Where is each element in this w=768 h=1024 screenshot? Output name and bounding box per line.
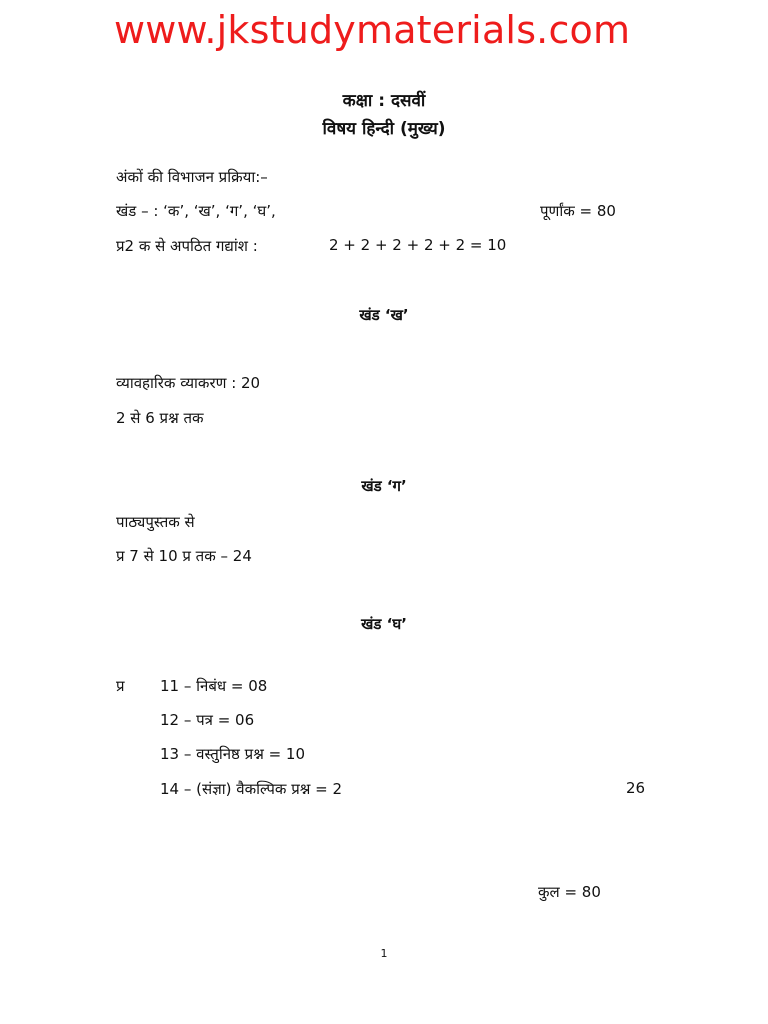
grammar-marks: व्यावहारिक व्याकरण : 20: [116, 374, 261, 392]
q2-label: प्र2 क से अपठित गद्यांश :: [116, 237, 258, 255]
textbook-label: पाठ्यपुस्तक से: [116, 513, 195, 531]
list-item: 12 – पत्र = 06: [160, 711, 255, 729]
total-marks: पूर्णांक = 80: [540, 202, 616, 220]
section-kha-heading: खंड ‘ख’: [359, 306, 409, 324]
watermark-url: www.jkstudymaterials.com: [114, 8, 631, 52]
marks-distribution-label: अंकों की विभाजन प्रक्रिया:–: [116, 168, 268, 186]
list-item: 14 – (संज्ञा) वैकल्पिक प्रश्न = 2: [160, 780, 343, 798]
list-item: 13 – वस्तुनिष्ठ प्रश्न = 10: [160, 745, 305, 763]
sections-list: खंड – : ‘क’, ‘ख’, ‘ग’, ‘घ’,: [116, 202, 276, 220]
page-number: 1: [380, 947, 388, 960]
grand-total: कुल = 80: [538, 883, 601, 901]
list-item: 11 – निबंध = 08: [160, 677, 268, 695]
subject-heading: विषय हिन्दी (मुख्य): [322, 119, 446, 139]
section-gha-subtotal: 26: [626, 779, 646, 797]
textbook-questions: प्र 7 से 10 प्र तक – 24: [116, 547, 252, 565]
class-heading: कक्षा : दसवीं: [342, 91, 426, 111]
section-gha-heading: खंड ‘घ’: [361, 615, 407, 633]
question-prefix: प्र: [116, 677, 125, 695]
section-ga-heading: खंड ‘ग’: [361, 477, 407, 495]
q2-marks: 2 + 2 + 2 + 2 + 2 = 10: [329, 236, 507, 254]
grammar-questions: 2 से 6 प्रश्न तक: [116, 409, 204, 427]
